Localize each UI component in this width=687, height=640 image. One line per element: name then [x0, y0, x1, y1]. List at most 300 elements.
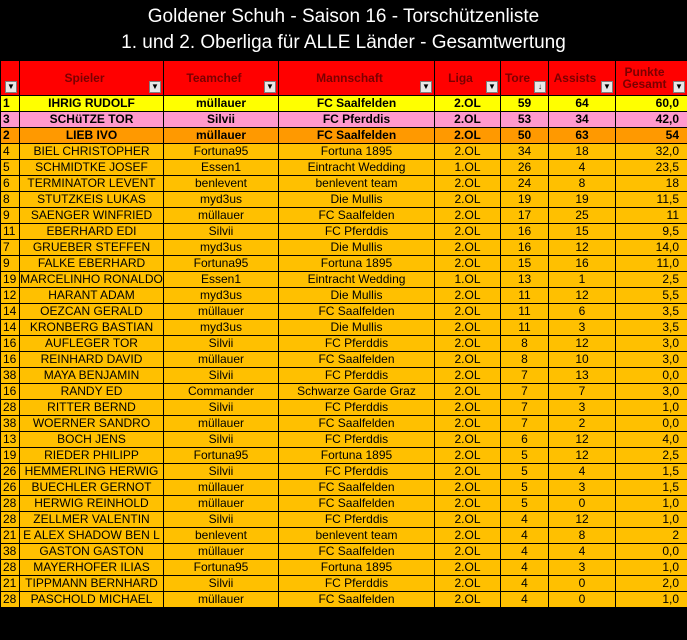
- rank-cell[interactable]: 3: [1, 112, 20, 128]
- mannschaft-cell[interactable]: Schwarze Garde Graz: [279, 384, 435, 400]
- tore-cell[interactable]: 5: [501, 464, 549, 480]
- spieler-cell[interactable]: RANDY ED: [20, 384, 164, 400]
- assists-cell[interactable]: 10: [549, 352, 616, 368]
- liga-cell[interactable]: 2.OL: [435, 592, 501, 608]
- teamchef-cell[interactable]: Silvii: [164, 432, 279, 448]
- punkte-cell[interactable]: 9,5: [616, 224, 687, 240]
- assists-cell[interactable]: 0: [549, 576, 616, 592]
- rank-cell[interactable]: 38: [1, 544, 20, 560]
- liga-cell[interactable]: 2.OL: [435, 448, 501, 464]
- teamchef-cell[interactable]: müllauer: [164, 96, 279, 112]
- spieler-cell[interactable]: BUECHLER GERNOT: [20, 480, 164, 496]
- assists-cell[interactable]: 8: [549, 528, 616, 544]
- mannschaft-cell[interactable]: FC Pferddis: [279, 336, 435, 352]
- tore-cell[interactable]: 5: [501, 496, 549, 512]
- rank-cell[interactable]: 21: [1, 528, 20, 544]
- teamchef-cell[interactable]: Fortuna95: [164, 256, 279, 272]
- liga-cell[interactable]: 2.OL: [435, 464, 501, 480]
- rank-cell[interactable]: 1: [1, 96, 20, 112]
- liga-cell[interactable]: 2.OL: [435, 416, 501, 432]
- assists-cell[interactable]: 3: [549, 400, 616, 416]
- mannschaft-cell[interactable]: FC Saalfelden: [279, 304, 435, 320]
- spieler-cell[interactable]: TERMINATOR LEVENT: [20, 176, 164, 192]
- table-row: [1, 560, 687, 576]
- punkte-cell[interactable]: 3,5: [616, 320, 687, 336]
- assists-cell[interactable]: 25: [549, 208, 616, 224]
- liga-cell[interactable]: 2.OL: [435, 320, 501, 336]
- spieler-cell[interactable]: SAENGER WINFRIED: [20, 208, 164, 224]
- assists-cell[interactable]: 12: [549, 512, 616, 528]
- assists-cell[interactable]: 19: [549, 192, 616, 208]
- rank-cell[interactable]: 11: [1, 224, 20, 240]
- rank-cell[interactable]: 26: [1, 464, 20, 480]
- rank-cell[interactable]: 16: [1, 336, 20, 352]
- spieler-cell[interactable]: LIEB IVO: [20, 128, 164, 144]
- mannschaft-cell[interactable]: Fortuna 1895: [279, 448, 435, 464]
- teamchef-cell[interactable]: myd3us: [164, 192, 279, 208]
- tore-cell[interactable]: 15: [501, 256, 549, 272]
- spieler-cell[interactable]: KRONBERG BASTIAN: [20, 320, 164, 336]
- table-row: [1, 176, 687, 192]
- teamchef-cell[interactable]: müllauer: [164, 208, 279, 224]
- page-title: [0, 0, 687, 60]
- punkte-cell[interactable]: 1,0: [616, 400, 687, 416]
- teamchef-cell[interactable]: müllauer: [164, 352, 279, 368]
- teamchef-cell[interactable]: müllauer: [164, 592, 279, 608]
- tore-cell[interactable]: 7: [501, 368, 549, 384]
- spieler-cell[interactable]: BOCH JENS: [20, 432, 164, 448]
- spieler-cell[interactable]: RIEDER PHILIPP: [20, 448, 164, 464]
- spieler-cell[interactable]: GASTON GASTON: [20, 544, 164, 560]
- table-row: [1, 400, 687, 416]
- liga-cell[interactable]: 2.OL: [435, 192, 501, 208]
- mannschaft-cell[interactable]: benlevent team: [279, 528, 435, 544]
- tore-cell[interactable]: 16: [501, 240, 549, 256]
- punkte-cell[interactable]: 0,0: [616, 544, 687, 560]
- teamchef-cell[interactable]: Fortuna95: [164, 448, 279, 464]
- teamchef-cell[interactable]: Essen1: [164, 160, 279, 176]
- teamchef-cell[interactable]: benlevent: [164, 528, 279, 544]
- filter-dropdown-icon[interactable]: ▼: [673, 81, 685, 93]
- liga-cell[interactable]: 2.OL: [435, 400, 501, 416]
- tore-cell[interactable]: 4: [501, 592, 549, 608]
- liga-cell[interactable]: 2.OL: [435, 512, 501, 528]
- liga-cell[interactable]: 2.OL: [435, 528, 501, 544]
- mannschaft-cell[interactable]: FC Pferddis: [279, 464, 435, 480]
- punkte-cell[interactable]: 11: [616, 208, 687, 224]
- liga-cell[interactable]: 2.OL: [435, 240, 501, 256]
- punkte-cell[interactable]: 32,0: [616, 144, 687, 160]
- mannschaft-cell[interactable]: Die Mullis: [279, 288, 435, 304]
- table-row: [1, 288, 687, 304]
- table-row: [1, 320, 687, 336]
- liga-cell[interactable]: 1.OL: [435, 272, 501, 288]
- tore-cell[interactable]: 34: [501, 144, 549, 160]
- assists-cell[interactable]: 1: [549, 272, 616, 288]
- punkte-cell[interactable]: 0,0: [616, 368, 687, 384]
- tore-cell[interactable]: 4: [501, 512, 549, 528]
- table-row: [1, 528, 687, 544]
- table-row: [1, 384, 687, 400]
- tore-cell[interactable]: 16: [501, 224, 549, 240]
- tore-cell[interactable]: 50: [501, 128, 549, 144]
- rank-cell[interactable]: 2: [1, 128, 20, 144]
- punkte-cell[interactable]: 23,5: [616, 160, 687, 176]
- table-row: [1, 544, 687, 560]
- assists-cell[interactable]: 12: [549, 336, 616, 352]
- teamchef-cell[interactable]: myd3us: [164, 320, 279, 336]
- spieler-cell[interactable]: SCHMIDTKE JOSEF: [20, 160, 164, 176]
- header-liga[interactable]: Liga ▼: [435, 61, 501, 96]
- spieler-cell[interactable]: RITTER BERND: [20, 400, 164, 416]
- mannschaft-cell[interactable]: FC Saalfelden: [279, 544, 435, 560]
- filter-dropdown-icon[interactable]: ▼: [420, 81, 432, 93]
- liga-cell[interactable]: 2.OL: [435, 304, 501, 320]
- mannschaft-cell[interactable]: FC Saalfelden: [279, 592, 435, 608]
- punkte-cell[interactable]: 42,0: [616, 112, 687, 128]
- tore-cell[interactable]: 7: [501, 400, 549, 416]
- scorer-table: [0, 60, 687, 608]
- tore-cell[interactable]: 7: [501, 384, 549, 400]
- punkte-cell[interactable]: 3,0: [616, 384, 687, 400]
- assists-cell[interactable]: 34: [549, 112, 616, 128]
- table-row: [1, 240, 687, 256]
- teamchef-cell[interactable]: Silvii: [164, 512, 279, 528]
- spieler-cell[interactable]: MARCELINHO RONALDO: [20, 272, 163, 286]
- title-line-1: Goldener Schuh - Saison 16 - Torschützenliste: [147, 6, 540, 27]
- teamchef-cell[interactable]: Silvii: [164, 368, 279, 384]
- teamchef-cell[interactable]: myd3us: [164, 288, 279, 304]
- liga-cell[interactable]: 2.OL: [435, 112, 501, 128]
- assists-cell[interactable]: 18: [549, 144, 616, 160]
- assists-cell[interactable]: 16: [549, 256, 616, 272]
- liga-cell[interactable]: 2.OL: [435, 432, 501, 448]
- mannschaft-cell[interactable]: benlevent team: [279, 176, 435, 192]
- assists-cell[interactable]: 12: [549, 288, 616, 304]
- teamchef-cell[interactable]: Commander: [164, 384, 279, 400]
- tore-cell[interactable]: 4: [501, 576, 549, 592]
- punkte-cell[interactable]: 1,5: [616, 480, 687, 496]
- rank-cell[interactable]: 9: [1, 256, 20, 272]
- header-assists[interactable]: Assists ▼: [549, 61, 616, 96]
- rank-cell[interactable]: 28: [1, 496, 20, 512]
- teamchef-cell[interactable]: müllauer: [164, 480, 279, 496]
- tore-cell[interactable]: 19: [501, 192, 549, 208]
- punkte-cell[interactable]: 2,5: [616, 448, 687, 464]
- mannschaft-cell[interactable]: FC Pferddis: [279, 112, 435, 128]
- assists-cell[interactable]: 2: [549, 416, 616, 432]
- assists-cell[interactable]: 4: [549, 544, 616, 560]
- mannschaft-cell[interactable]: FC Saalfelden: [279, 416, 435, 432]
- spieler-cell[interactable]: SCHüTZE TOR: [20, 112, 164, 128]
- mannschaft-cell[interactable]: FC Pferddis: [279, 400, 435, 416]
- punkte-cell[interactable]: 5,5: [616, 288, 687, 304]
- teamchef-cell[interactable]: benlevent: [164, 176, 279, 192]
- rank-cell[interactable]: 5: [1, 160, 20, 176]
- liga-cell[interactable]: 2.OL: [435, 544, 501, 560]
- tore-cell[interactable]: 8: [501, 336, 549, 352]
- punkte-cell[interactable]: 1,5: [616, 464, 687, 480]
- assists-cell[interactable]: 6: [549, 304, 616, 320]
- assists-cell[interactable]: 12: [549, 448, 616, 464]
- filter-dropdown-icon[interactable]: ▼: [5, 81, 17, 93]
- spieler-cell[interactable]: IHRIG RUDOLF: [20, 96, 164, 112]
- header-spieler[interactable]: Spieler ▼: [20, 61, 164, 96]
- rank-cell[interactable]: 26: [1, 480, 20, 496]
- header-tore[interactable]: Tore ↓: [501, 61, 549, 96]
- assists-cell[interactable]: 3: [549, 320, 616, 336]
- sort-descending-icon[interactable]: ↓: [534, 81, 546, 93]
- assists-cell[interactable]: 0: [549, 496, 616, 512]
- header-punkte[interactable]: Punkte Gesamt ▼: [616, 61, 687, 96]
- liga-cell[interactable]: 2.OL: [435, 560, 501, 576]
- liga-cell[interactable]: 2.OL: [435, 176, 501, 192]
- teamchef-cell[interactable]: müllauer: [164, 128, 279, 144]
- mannschaft-cell[interactable]: Fortuna 1895: [279, 256, 435, 272]
- assists-cell[interactable]: 64: [549, 96, 616, 112]
- filter-dropdown-icon[interactable]: ▼: [149, 81, 161, 93]
- punkte-cell[interactable]: 11,5: [616, 192, 687, 208]
- tore-cell[interactable]: 17: [501, 208, 549, 224]
- teamchef-cell[interactable]: Silvii: [164, 224, 279, 240]
- rank-cell[interactable]: 14: [1, 320, 20, 336]
- teamchef-cell[interactable]: Essen1: [164, 272, 279, 288]
- rank-cell[interactable]: 38: [1, 368, 20, 384]
- punkte-cell[interactable]: 1,0: [616, 496, 687, 512]
- table-row: [1, 304, 687, 320]
- liga-cell[interactable]: 2.OL: [435, 480, 501, 496]
- spieler-cell[interactable]: STUTZKEIS LUKAS: [20, 192, 164, 208]
- mannschaft-cell[interactable]: FC Pferddis: [279, 432, 435, 448]
- filter-dropdown-icon[interactable]: ▼: [601, 81, 613, 93]
- mannschaft-cell[interactable]: FC Pferddis: [279, 224, 435, 240]
- liga-cell[interactable]: 2.OL: [435, 336, 501, 352]
- liga-cell[interactable]: 2.OL: [435, 208, 501, 224]
- spieler-cell[interactable]: MAYA BENJAMIN: [20, 368, 164, 384]
- rank-cell[interactable]: 28: [1, 400, 20, 416]
- table-row: [1, 464, 687, 480]
- rank-cell[interactable]: 12: [1, 288, 20, 304]
- mannschaft-cell[interactable]: FC Pferddis: [279, 368, 435, 384]
- rank-cell[interactable]: 6: [1, 176, 20, 192]
- spieler-cell[interactable]: BIEL CHRISTOPHER: [20, 144, 164, 160]
- liga-cell[interactable]: 2.OL: [435, 256, 501, 272]
- rank-cell[interactable]: 16: [1, 384, 20, 400]
- table-row: [1, 480, 687, 496]
- assists-cell[interactable]: 0: [549, 592, 616, 608]
- punkte-cell[interactable]: 1,0: [616, 592, 687, 608]
- mannschaft-cell[interactable]: FC Saalfelden: [279, 352, 435, 368]
- mannschaft-cell[interactable]: Fortuna 1895: [279, 560, 435, 576]
- spieler-cell[interactable]: ZELLMER VALENTIN: [20, 512, 164, 528]
- tore-cell[interactable]: 4: [501, 544, 549, 560]
- teamchef-cell[interactable]: Fortuna95: [164, 144, 279, 160]
- liga-cell[interactable]: 2.OL: [435, 144, 501, 160]
- mannschaft-cell[interactable]: Die Mullis: [279, 240, 435, 256]
- spieler-cell[interactable]: HERWIG REINHOLD: [20, 496, 164, 512]
- spieler-cell[interactable]: HEMMERLING HERWIG: [20, 464, 164, 480]
- spieler-cell[interactable]: TIPPMANN BERNHARD: [20, 576, 164, 592]
- table-row: [1, 576, 687, 592]
- tore-cell[interactable]: 4: [501, 528, 549, 544]
- assists-cell[interactable]: 12: [549, 240, 616, 256]
- assists-cell[interactable]: 4: [549, 464, 616, 480]
- table-row: [1, 208, 687, 224]
- teamchef-cell[interactable]: myd3us: [164, 240, 279, 256]
- tore-cell[interactable]: 7: [501, 416, 549, 432]
- teamchef-cell[interactable]: müllauer: [164, 544, 279, 560]
- punkte-cell[interactable]: 3,5: [616, 304, 687, 320]
- tore-cell[interactable]: 53: [501, 112, 549, 128]
- rank-cell[interactable]: 9: [1, 208, 20, 224]
- teamchef-cell[interactable]: Silvii: [164, 336, 279, 352]
- tore-cell[interactable]: 5: [501, 448, 549, 464]
- table-row: [1, 368, 687, 384]
- punkte-cell[interactable]: 4,0: [616, 432, 687, 448]
- rank-cell[interactable]: 14: [1, 304, 20, 320]
- spieler-cell[interactable]: FALKE EBERHARD: [20, 256, 164, 272]
- mannschaft-cell[interactable]: FC Saalfelden: [279, 96, 435, 112]
- rank-cell[interactable]: 13: [1, 432, 20, 448]
- tore-cell[interactable]: 13: [501, 272, 549, 288]
- punkte-cell[interactable]: 1,0: [616, 560, 687, 576]
- rank-cell[interactable]: 21: [1, 576, 20, 592]
- mannschaft-cell[interactable]: Die Mullis: [279, 192, 435, 208]
- punkte-cell[interactable]: 54: [616, 128, 687, 144]
- teamchef-cell[interactable]: Fortuna95: [164, 560, 279, 576]
- rank-cell[interactable]: 19: [1, 272, 20, 288]
- liga-cell[interactable]: 2.OL: [435, 96, 501, 112]
- punkte-cell[interactable]: 3,0: [616, 352, 687, 368]
- table-row: [1, 592, 687, 608]
- tore-cell[interactable]: 24: [501, 176, 549, 192]
- punkte-cell[interactable]: 1,0: [616, 512, 687, 528]
- mannschaft-cell[interactable]: Die Mullis: [279, 320, 435, 336]
- teamchef-cell[interactable]: müllauer: [164, 304, 279, 320]
- spieler-cell[interactable]: WOERNER SANDRO: [20, 416, 164, 432]
- tore-cell[interactable]: 11: [501, 320, 549, 336]
- punkte-cell[interactable]: 14,0: [616, 240, 687, 256]
- tore-cell[interactable]: 4: [501, 560, 549, 576]
- spieler-cell[interactable]: E ALEX SHADOW BEN L: [20, 528, 164, 544]
- assists-cell[interactable]: 12: [549, 432, 616, 448]
- spieler-cell[interactable]: AUFLEGER TOR: [20, 336, 164, 352]
- table-row: [1, 432, 687, 448]
- spieler-cell[interactable]: OEZCAN GERALD: [20, 304, 164, 320]
- assists-cell[interactable]: 4: [549, 160, 616, 176]
- liga-cell[interactable]: 1.OL: [435, 160, 501, 176]
- title-line-2: 1. und 2. Oberliga für ALLE Länder - Gesamtwertung: [121, 32, 566, 53]
- teamchef-cell[interactable]: müllauer: [164, 496, 279, 512]
- mannschaft-cell[interactable]: FC Saalfelden: [279, 496, 435, 512]
- teamchef-cell[interactable]: Silvii: [164, 400, 279, 416]
- table-row: [1, 96, 687, 112]
- assists-cell[interactable]: 15: [549, 224, 616, 240]
- mannschaft-cell[interactable]: FC Pferddis: [279, 512, 435, 528]
- teamchef-cell[interactable]: Silvii: [164, 112, 279, 128]
- assists-cell[interactable]: 3: [549, 560, 616, 576]
- punkte-cell[interactable]: 3,0: [616, 336, 687, 352]
- tore-cell[interactable]: 5: [501, 480, 549, 496]
- tore-cell[interactable]: 11: [501, 304, 549, 320]
- rank-cell[interactable]: 28: [1, 592, 20, 608]
- mannschaft-cell[interactable]: Eintracht Wedding: [279, 272, 435, 288]
- rank-cell[interactable]: 19: [1, 448, 20, 464]
- assists-cell[interactable]: 63: [549, 128, 616, 144]
- assists-cell[interactable]: 3: [549, 480, 616, 496]
- mannschaft-cell[interactable]: Fortuna 1895: [279, 144, 435, 160]
- rank-cell[interactable]: 4: [1, 144, 20, 160]
- spieler-cell[interactable]: EBERHARD EDI: [20, 224, 164, 240]
- filter-dropdown-icon[interactable]: ▼: [486, 81, 498, 93]
- rank-cell[interactable]: 28: [1, 560, 20, 576]
- punkte-cell[interactable]: 0,0: [616, 416, 687, 432]
- table-row: [1, 352, 687, 368]
- table-row: [1, 496, 687, 512]
- header-teamchef[interactable]: Teamchef ▼: [164, 61, 279, 96]
- assists-cell[interactable]: 7: [549, 384, 616, 400]
- spieler-cell[interactable]: GRUEBER STEFFEN: [20, 240, 164, 256]
- liga-cell[interactable]: 2.OL: [435, 496, 501, 512]
- header-mannschaft[interactable]: Mannschaft ▼: [279, 61, 435, 96]
- table-row: [1, 336, 687, 352]
- punkte-cell[interactable]: 18: [616, 176, 687, 192]
- tore-cell[interactable]: 11: [501, 288, 549, 304]
- spieler-cell[interactable]: PASCHOLD MICHAEL: [20, 592, 164, 608]
- punkte-cell[interactable]: 2: [616, 528, 687, 544]
- liga-cell[interactable]: 2.OL: [435, 224, 501, 240]
- punkte-cell[interactable]: 60,0: [616, 96, 687, 112]
- mannschaft-cell[interactable]: FC Pferddis: [279, 576, 435, 592]
- punkte-cell[interactable]: 2,5: [616, 272, 687, 288]
- rank-cell[interactable]: 7: [1, 240, 20, 256]
- rank-cell[interactable]: 28: [1, 512, 20, 528]
- liga-cell[interactable]: 2.OL: [435, 384, 501, 400]
- spieler-cell[interactable]: MAYERHOFER ILIAS: [20, 560, 164, 576]
- filter-dropdown-icon[interactable]: ▼: [264, 81, 276, 93]
- mannschaft-cell[interactable]: FC Saalfelden: [279, 128, 435, 144]
- rank-cell[interactable]: 16: [1, 352, 20, 368]
- table-row: [1, 160, 687, 176]
- teamchef-cell[interactable]: müllauer: [164, 416, 279, 432]
- punkte-cell[interactable]: 2,0: [616, 576, 687, 592]
- tore-cell[interactable]: 8: [501, 352, 549, 368]
- spieler-cell[interactable]: REINHARD DAVID: [20, 352, 164, 368]
- rank-cell[interactable]: 38: [1, 416, 20, 432]
- punkte-cell[interactable]: 11,0: [616, 256, 687, 272]
- liga-cell[interactable]: 2.OL: [435, 288, 501, 304]
- spieler-cell[interactable]: HARANT ADAM: [20, 288, 164, 304]
- liga-cell[interactable]: 2.OL: [435, 368, 501, 384]
- assists-cell[interactable]: 13: [549, 368, 616, 384]
- tore-cell[interactable]: 26: [501, 160, 549, 176]
- liga-cell[interactable]: 2.OL: [435, 352, 501, 368]
- mannschaft-cell[interactable]: Eintracht Wedding: [279, 160, 435, 176]
- tore-cell[interactable]: 59: [501, 96, 549, 112]
- header-rank[interactable]: [1, 61, 20, 96]
- mannschaft-cell[interactable]: FC Saalfelden: [279, 208, 435, 224]
- liga-cell[interactable]: 2.OL: [435, 128, 501, 144]
- teamchef-cell[interactable]: Silvii: [164, 464, 279, 480]
- teamchef-cell[interactable]: Silvii: [164, 576, 279, 592]
- assists-cell[interactable]: 8: [549, 176, 616, 192]
- liga-cell[interactable]: 2.OL: [435, 576, 501, 592]
- mannschaft-cell[interactable]: FC Saalfelden: [279, 480, 435, 496]
- table-row: [1, 192, 687, 208]
- rank-cell[interactable]: 8: [1, 192, 20, 208]
- table-row: [1, 256, 687, 272]
- tore-cell[interactable]: 6: [501, 432, 549, 448]
